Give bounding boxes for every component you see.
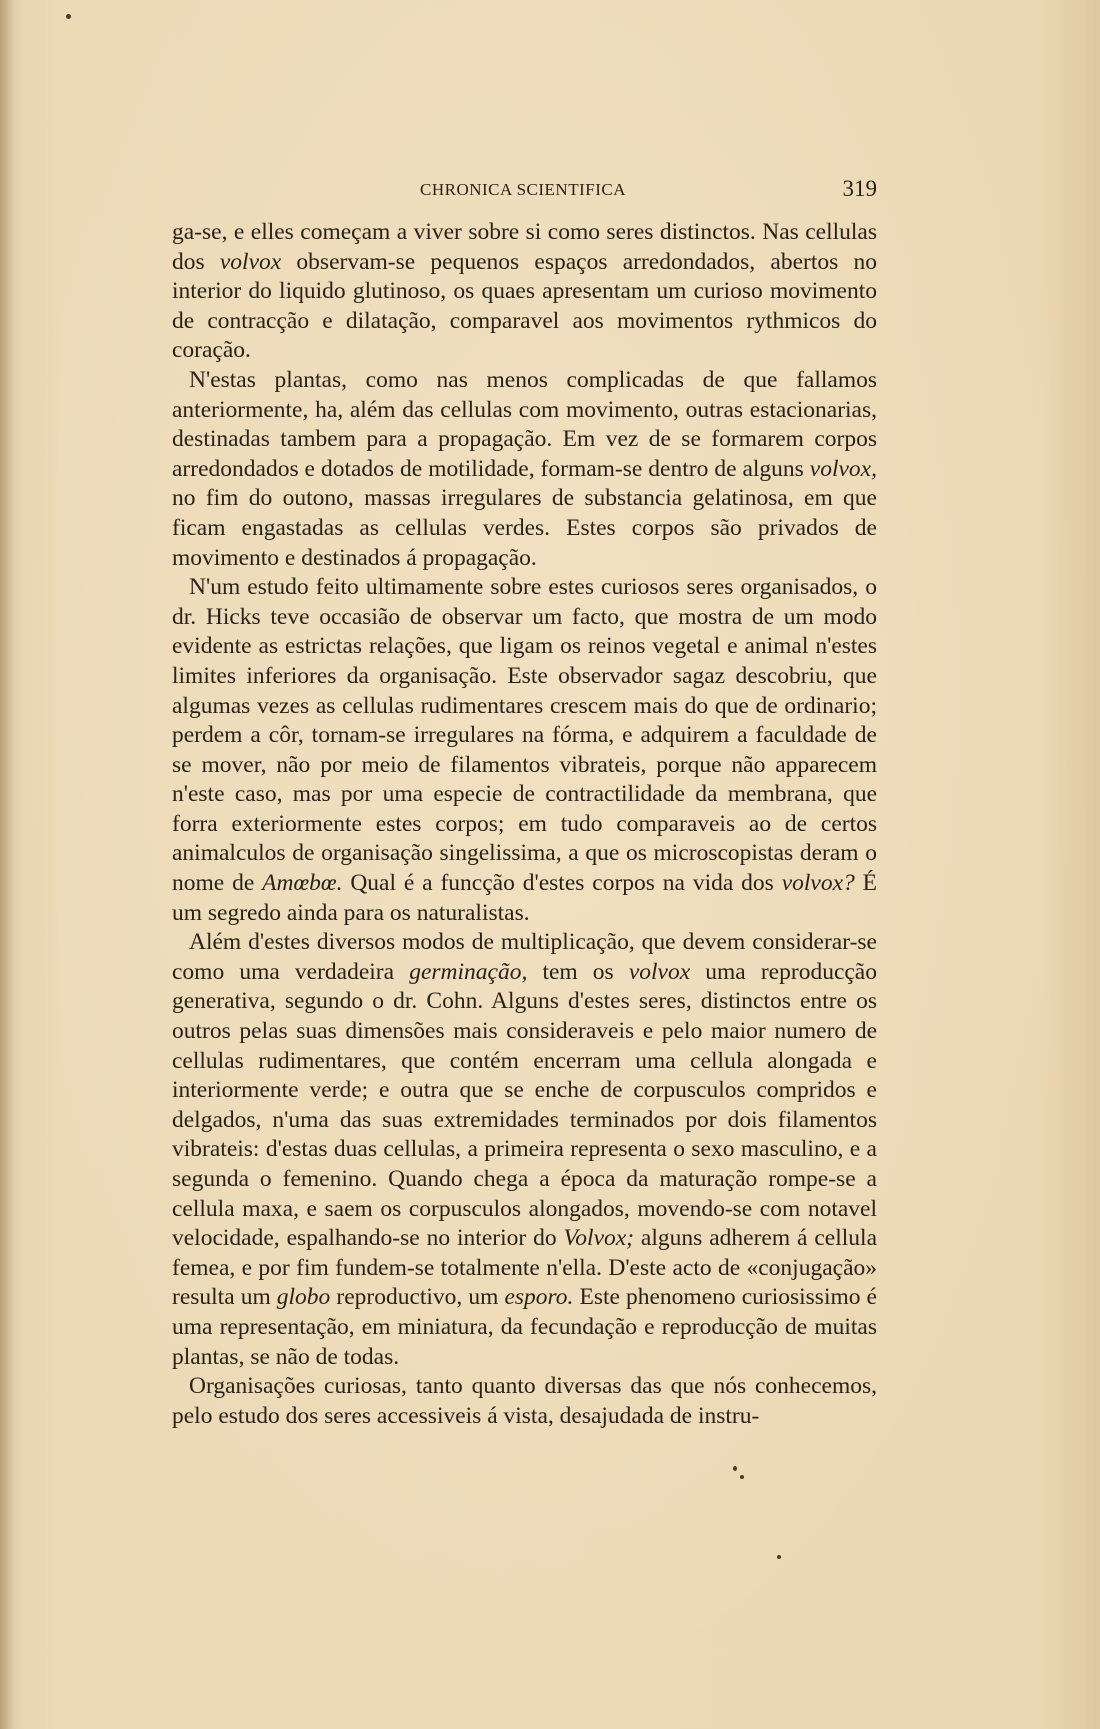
text-run: tem os — [527, 958, 629, 985]
text-run: ga-se, e elles começam a viver sobre si como seres distinctos. Nas cellulas dos — [172, 219, 877, 275]
ink-speck — [66, 14, 71, 19]
text-run: Organisações curiosas, tanto quanto diversas das que nós conhecemos, pelo estudo dos seres accessiveis á vista, desajudada de instru- — [172, 1373, 877, 1429]
paragraph-3 — [172, 573, 877, 928]
page-number: 319 — [842, 176, 877, 201]
paragraph-4 — [172, 928, 877, 1372]
paragraph-2 — [172, 366, 877, 573]
text-run: Qual é a funcção d'estes corpos na vida dos — [342, 870, 782, 897]
italic-term: germinação, — [409, 958, 528, 985]
italic-term: volvox — [219, 248, 282, 275]
paragraph-1 — [172, 218, 877, 366]
text-run: Este phenomeno curiosissimo é uma representação, em miniatura, da fecundação e reproducção de muitas plantas, se não de todas. — [172, 1284, 877, 1370]
text-run: reproductivo, um — [330, 1284, 505, 1311]
text-run: N'um estudo feito ultimamente sobre estes curiosos seres organisados, o dr. Hicks teve occasião de observar um facto, que mostra de um modo evidente as estrictas relações, que ligam os reinos vegetal e animal n'estes limites inferiores da organisação. Este observador sagaz descobriu, que algumas vezes as cellulas rudimentares crescem mais do que de ordinario; perdem a côr, tornam-se irregulares na fórma, e adquirem a faculdade de se mover, não por meio de filamentos vibrateis, porque não apparecem n'este caso, mas por uma especie de contractilidade da membrana, que forra exteriormente estes corpos; em tudo comparaveis ao de certos animalculos de organisação singelissima, a que os microscopistas deram o nome de — [172, 574, 877, 897]
running-title: CHRONICA SCIENTIFICA — [420, 180, 626, 199]
text-run: É um segredo ainda para os naturalistas. — [172, 870, 878, 926]
italic-term: volvox? — [781, 870, 855, 897]
text-run: N'estas plantas, como nas menos complicadas de que fallamos anteriormente, ha, além das cellulas com movimento, outras estacionarias, destinadas tambem para a propagação. Em vez de se formarem corpos arredondados e dotados de motilidade, formam-se dentro de alguns — [172, 366, 877, 482]
text-run: uma reproducção generativa, segundo o dr. Cohn. Alguns d'estes seres, distinctos entre os outros pelas suas dimensões mais consideraveis e pelo maior numero de cellulas rudimentares, que contém encerram uma cellula alongada e interiormente verde; e outra que se enche de corpusculos compridos e delgados, n'uma das suas extremidades terminados por dois filamentos vibrateis: d'estas duas cellulas, a primeira representa o sexo masculino, e a segunda o femenino. Quando chega a época da maturação rompe-se a cellula maxa, e saem os corpusculos alongados, movendo-se com notavel velocidade, espalhando-se no interior do — [172, 958, 877, 1252]
italic-term: globo — [276, 1284, 331, 1311]
italic-term: volvox — [628, 958, 691, 985]
italic-term: esporo. — [504, 1284, 574, 1311]
binding-shadow — [0, 0, 14, 1729]
text-run: alguns adherem á cellula femea, e por fim fundem-se totalmente n'ella. D'este acto de «conjugação» resulta um — [172, 1225, 877, 1311]
italic-term: Volvox; — [563, 1225, 635, 1252]
ink-speck — [740, 1475, 744, 1479]
page-header — [172, 176, 877, 210]
ink-speck — [777, 1555, 781, 1559]
italic-term: volvox, — [809, 455, 877, 482]
italic-term: Amœbœ. — [262, 870, 343, 897]
text-run: observam-se pequenos espaços arredondados, abertos no interior do liquido glutinoso, os quaes apresentam um curioso movimento de contracção e dilatação, comparavel aos movimentos rythmicos do coração. — [172, 248, 877, 364]
body-text — [172, 218, 877, 1431]
paragraph-5 — [172, 1372, 877, 1431]
text-run: no fim do outono, massas irregulares de substancia gelatinosa, em que ficam engastadas as cellulas verdes. Estes corpos são privados de movimento e destinados á propagação. — [172, 485, 877, 571]
ink-speck — [733, 1466, 737, 1471]
text-run: Além d'estes diversos modos de multiplicação, que devem considerar-se como uma verdadeira — [172, 929, 877, 985]
